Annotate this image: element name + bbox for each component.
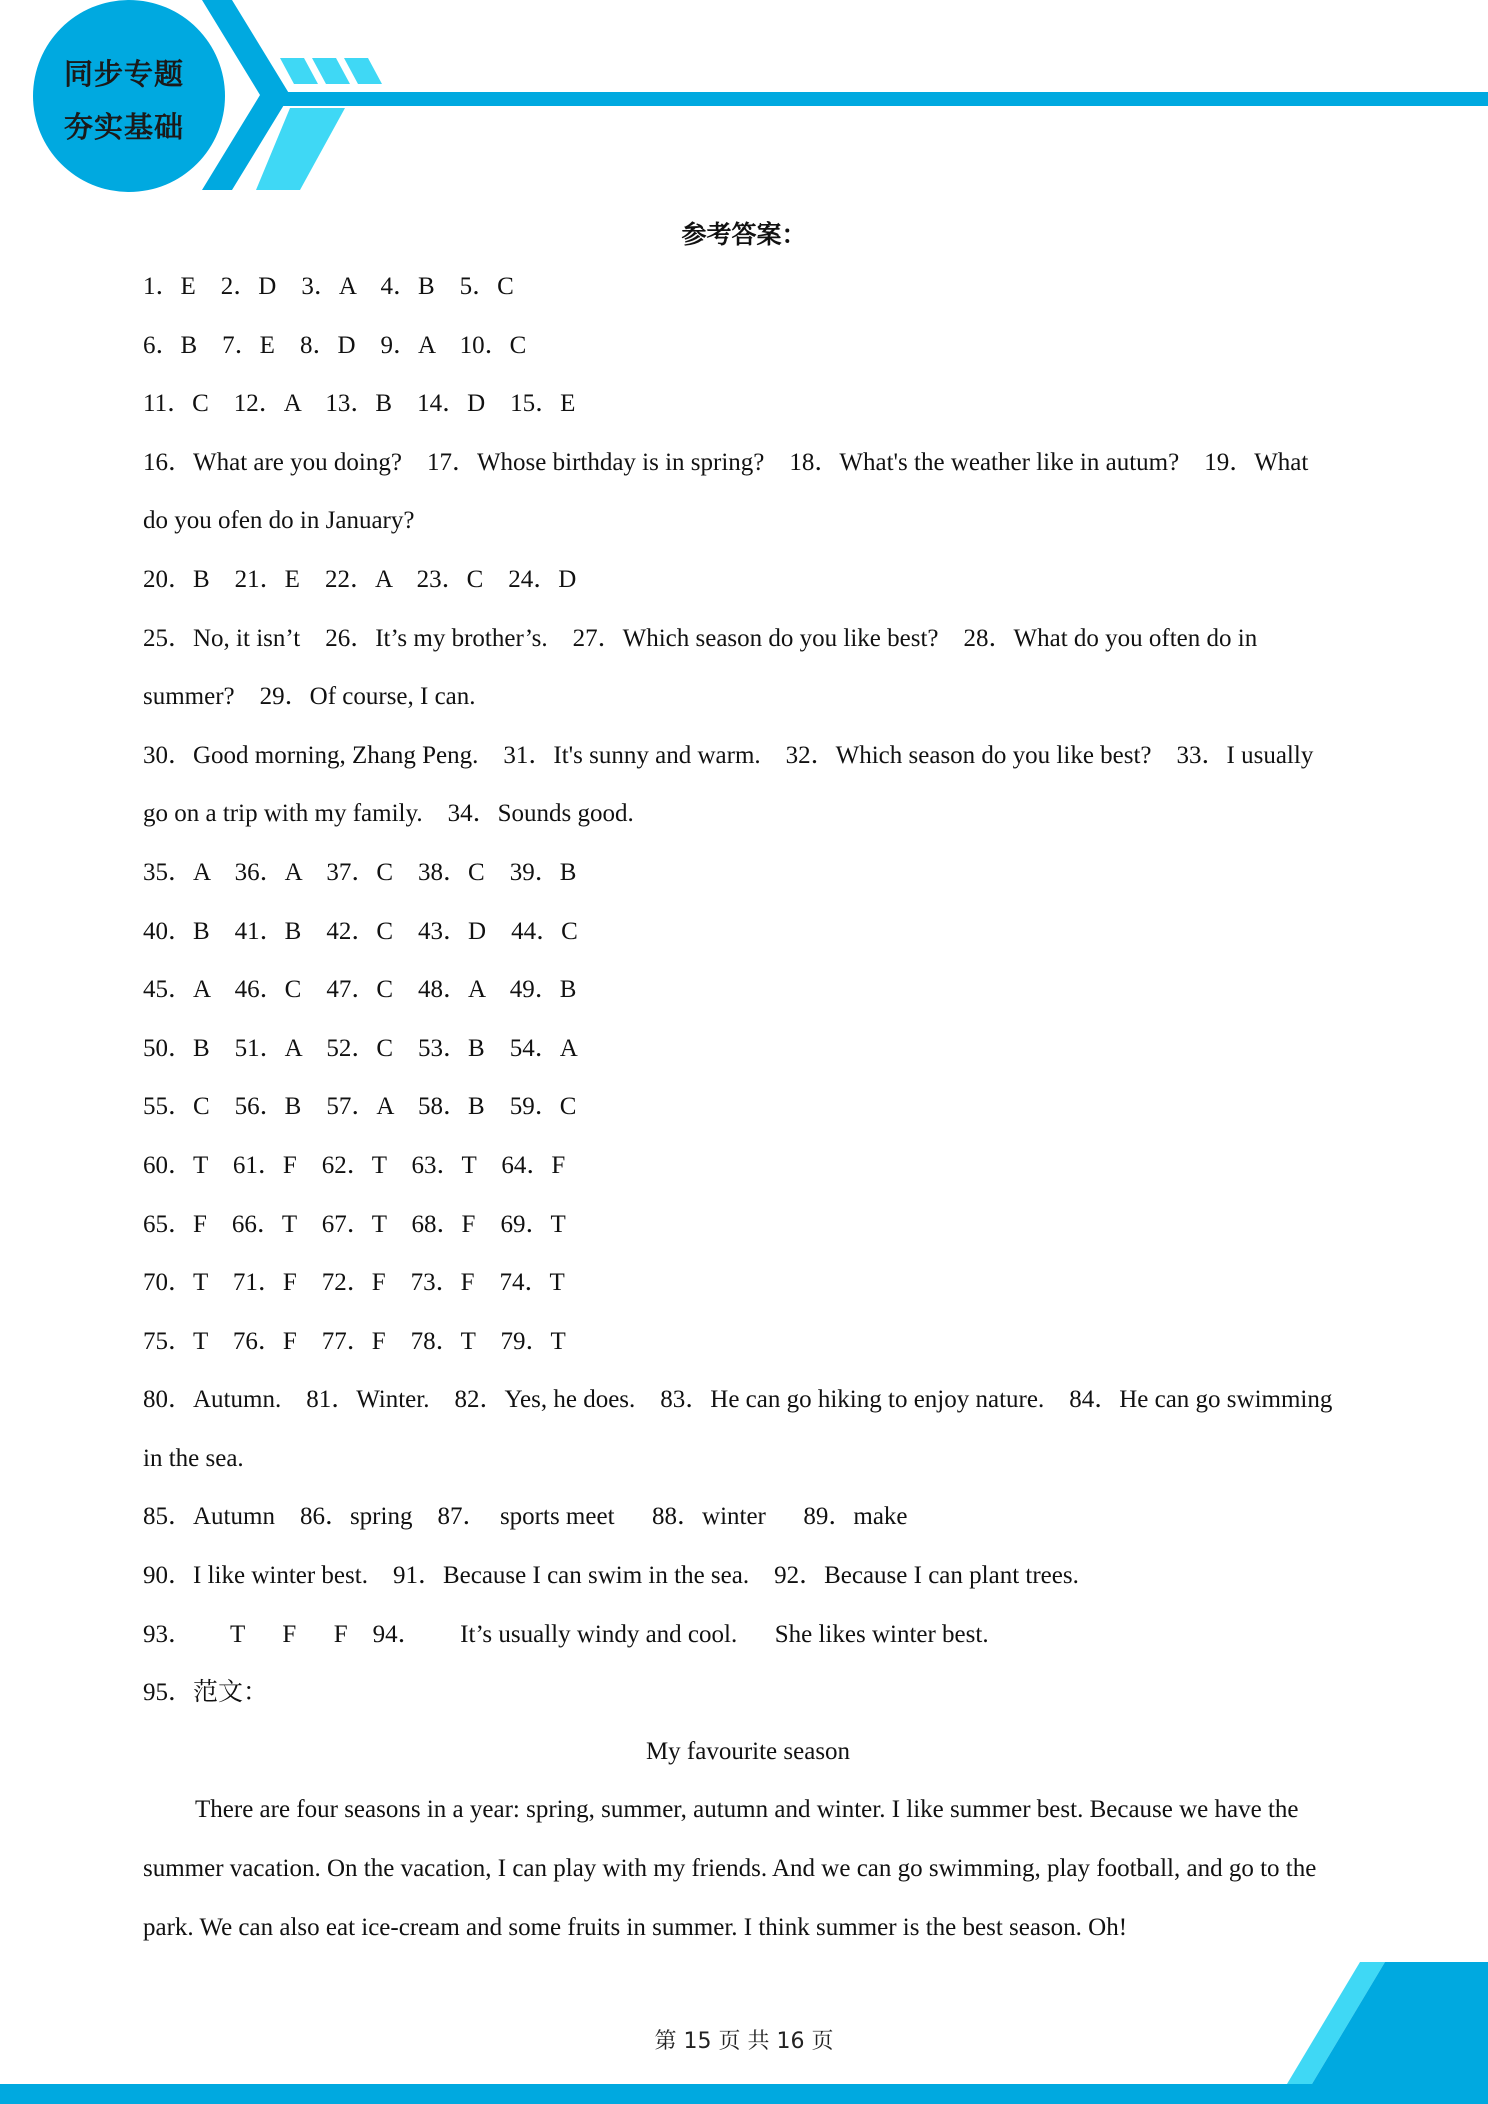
answer-line: 85．Autumn 86．spring 87． sports meet 88．winter 89．make	[143, 1503, 908, 1531]
answer-line: 50．B 51．A 52．C 53．B 54．A	[143, 1034, 578, 1062]
answer-line: do you ofen do in January?	[143, 507, 415, 535]
answer-line: 80．Autumn. 81．Winter. 82．Yes, he does. 83．He can go hiking to enjoy nature. 84．He can go swimming	[143, 1386, 1333, 1414]
answer-line: 75．T 76．F 77．F 78．T 79．T	[143, 1327, 566, 1355]
answer-line: 6．B 7．E 8．D 9．A 10．C	[143, 331, 527, 359]
answer-line: 40．B 41．B 42．C 43．D 44．C	[143, 917, 578, 945]
header-stripe-1	[280, 58, 318, 84]
footer-bar	[0, 2084, 1488, 2104]
answer-line: 45．A 46．C 47．C 48．A 49．B	[143, 976, 577, 1004]
essay-title: My favourite season	[645, 1737, 851, 1765]
header-bar	[270, 92, 1488, 106]
badge-line-1: 同步专题	[63, 57, 184, 91]
answer-line: 70．T 71．F 72．F 73．F 74．T	[143, 1269, 565, 1297]
answer-key-title: 参考答案：	[681, 220, 807, 249]
answer-line: 95．范文：	[143, 1679, 269, 1707]
answer-line: summer? 29．Of course, I can.	[143, 683, 476, 711]
answer-line: in the sea.	[143, 1444, 244, 1472]
answer-line: 55．C 56．B 57．A 58．B 59．C	[143, 1093, 577, 1121]
essay-body: There are four seasons in a year: spring, summer, autumn and winter. I like summer best. Because we have the summer vacation. On the vacation, I can play with my friends. And we can go swimming, play football, and go to the park. We can also eat ice-cream and some fruits in summer. I think summer is the best season. Oh!	[143, 1796, 1317, 1941]
header-banner	[0, 0, 1488, 200]
answer-line: 35．A 36．A 37．C 38．C 39．B	[143, 858, 577, 886]
answer-line: 30．Good morning, Zhang Peng. 31．It's sunny and warm. 32．Which season do you like best? 33．I usually	[143, 741, 1314, 769]
answer-line: 65．F 66．T 67．T 68．F 69．T	[143, 1210, 566, 1238]
answer-line: 90．I like winter best. 91．Because I can swim in the sea. 92．Because I can plant trees.	[143, 1562, 1079, 1590]
badge-line-2: 夯实基础	[63, 110, 184, 144]
header-stripe-3	[344, 58, 382, 84]
answer-line: 60．T 61．F 62．T 63．T 64．F	[143, 1151, 566, 1179]
answer-line: 93． T F F 94． It’s usually windy and cool. She likes winter best.	[143, 1620, 989, 1648]
answer-line: 25．No, it isn’t 26．It’s my brother’s. 27．Which season do you like best? 28．What do you often do in	[143, 624, 1258, 652]
header-stripe-2	[312, 58, 350, 84]
header-badge-circle	[33, 0, 225, 192]
answer-line: go on a trip with my family. 34．Sounds good.	[143, 800, 634, 828]
answer-line: 1．E 2．D 3．A 4．B 5．C	[143, 273, 514, 300]
page-number: 第 15 页 共 16 页	[654, 2029, 834, 2054]
answer-content	[143, 258, 1353, 1957]
answer-line: 20．B 21．E 22．A 23．C 24．D	[143, 565, 577, 593]
answer-line: 11．C 12．A 13．B 14．D 15．E	[143, 390, 576, 418]
answer-line: 16．What are you doing? 17．Whose birthday is in spring? 18．What's the weather like in autum? 19．What	[143, 448, 1309, 476]
